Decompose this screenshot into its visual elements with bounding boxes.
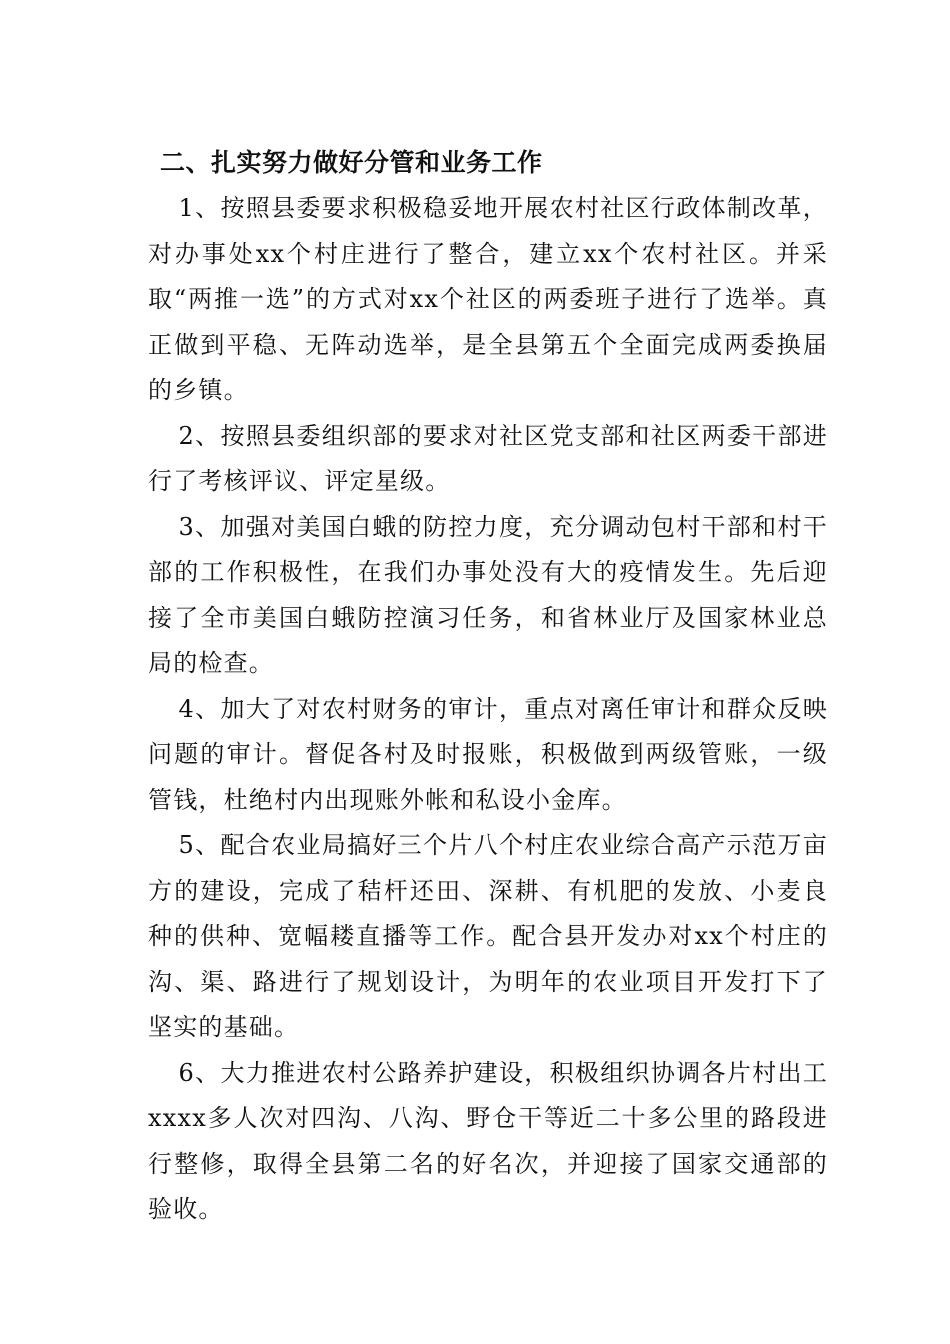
paragraph-2: 2、按照县委组织部的要求对社区党支部和社区两委干部进行了考核评议、评定星级。 (148, 421, 828, 495)
section-heading: 二、扎实努力做好分管和业务工作 (160, 148, 543, 177)
document-page (148, 140, 828, 1233)
paragraph-1: 1、按照县委要求积极稳妥地开展农村社区行政体制改革，对办事处xx个村庄进行了整合，建立xx个农村社区。并采取“两推一选”的方式对xx个社区的两委班子进行了选举。真正做到平稳、无阵动选举，是全县第五个全面完成两委换届的乡镇。 (148, 194, 828, 404)
paragraph-4: 4、加大了对农村财务的审计，重点对离任审计和群众反映问题的审计。督促各村及时报账，积极做到两级管账，一级管钱，杜绝村内出现账外帐和私设小金库。 (148, 694, 828, 814)
paragraph-6: 6、大力推进农村公路养护建设，积极组织协调各片村出工xxxx多人次对四沟、八沟、野仓干等近二十多公里的路段进行整修，取得全县第二名的好名次，并迎接了国家交通部的验收。 (148, 1058, 828, 1223)
paragraph-3: 3、加强对美国白蛾的防控力度，充分调动包村干部和村干部的工作积极性，在我们办事处没有大的疫情发生。先后迎接了全市美国白蛾防控演习任务，和省林业厅及国家林业总局的检查。 (148, 512, 828, 677)
paragraph-5: 5、配合农业局搞好三个片八个村庄农业综合高产示范万亩方的建设，完成了秸杆还田、深耕、有机肥的发放、小麦良种的供种、宽幅耧直播等工作。配合县开发办对xx个村庄的沟、渠、路进行了规划设计，为明年的农业项目开发打下了坚实的基础。 (148, 831, 828, 1041)
